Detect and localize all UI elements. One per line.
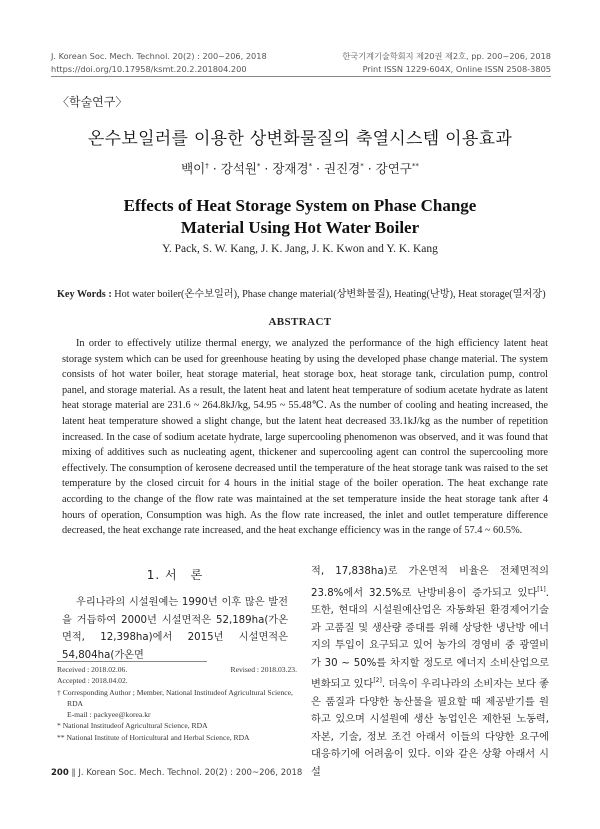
keywords-list: Hot water boiler(온수보일러), Phase change material(상변화물질), Heating(난방), Heat storage(열저장): [114, 289, 546, 300]
author-separator: ·: [208, 161, 221, 176]
author-separator: ·: [260, 161, 273, 176]
korean-authors: [0, 159, 600, 177]
keywords: [57, 285, 546, 300]
journal-citation-korean: 한국기계기술학회지 제20권 제2호, pp. 200~206, 2018: [342, 51, 551, 61]
header-left: [51, 50, 267, 76]
header-right: [342, 50, 551, 76]
korean-title: 온수보일러를 이용한 상변화물질의 축열시스템 이용효과: [87, 129, 513, 149]
intro-text-c: . 더욱이 우리나라의 소비자는 보다 좋은 품질과 다양한 농산물을 필요할 때 제공받기를 원하고 있으며 시설원예 생산 농업인은 제한된 노동력, 자본, 기술, 정보 조건 아래서 이들의 다양한 요구에 대응하기에 어려움이 있다. 이와 같은 상황 아래서 시설: [311, 679, 549, 778]
article-category: 〈학술연구〉: [57, 95, 128, 109]
author-separator: ·: [363, 161, 376, 176]
received-date: Received : 2018.02.06.: [57, 665, 128, 674]
footer-separator: ∥: [68, 768, 79, 778]
footer-journal: J. Korean Soc. Mech. Technol. 20(2) : 200~206, 2018: [78, 768, 303, 778]
doi-link[interactable]: https://doi.org/10.17958/ksmt.20.2.201804.200: [51, 64, 247, 74]
english-title-line-1: Effects of Heat Storage System on Phase Change: [123, 196, 477, 215]
introduction-left-column: 우리나라의 시설원예는 1990년 이후 많은 발전을 거듭하여 2000년 시설면적은 52,189ha(가온면적, 12,398ha)에서 2015년 시설면적은 54,804ha(가온면: [62, 597, 288, 661]
issn-line: Print ISSN 1229-604X, Online ISSN 2508-3805: [362, 64, 551, 74]
affiliation-2: ** National Institute of Horticultural and Herbal Science, RDA: [57, 732, 250, 742]
journal-citation: J. Korean Soc. Mech. Technol. 20(2) : 200~206, 2018: [51, 51, 267, 61]
author-4: 권진경: [324, 161, 361, 176]
author-email[interactable]: E-mail : packyee@korea.kr: [67, 710, 151, 720]
author-4-mark: *: [360, 162, 364, 170]
author-separator: ·: [312, 161, 324, 176]
author-2: 강석원: [220, 161, 257, 176]
english-title: [0, 195, 600, 239]
accepted-date: Accepted : 2018.04.02.: [57, 676, 128, 686]
corresponding-author: † Corresponding Author ; Member, National Institudeof Agricultural Science, RDA: [57, 687, 293, 708]
reference-2[interactable]: [2]: [373, 677, 382, 684]
keywords-label: Key Words :: [57, 289, 112, 300]
footnotes: [57, 664, 297, 743]
author-5-mark: **: [411, 162, 419, 170]
author-2-mark: *: [256, 162, 261, 170]
abstract-body: In order to effectively utilize thermal energy, we analyzed the performance of the high efficiency latent heat storage system which can be used for greenhouse heating by using the developed phase change material. The system consists of hot water boiler, heat storage material, heat storage box, heat storage tank, circulation pump, control panel, and storage material. As a result, the latent heat and latent heat temperature of sodium acetate hydrate as latent heat storage material are 231.6 ~ 264.8kJ/kg, 54.95 ~ 55.48℃. As the number of cooling and heating increased, the latent heat temperature showed a slight change, but the latent heat decreased 33.1kJ/kg as the number of repetition increased. In the case of sodium acetate hydrate, large supercooling phenomenon was observed, and it was found that mixing of additives such as nucleating agent, thickener and supercooling agent can control the supercooling more effectively. The consumption of kerosene decreased until the temperature of the heat storage tank was raised to the set temperature by the closed circuit for 4 hours in the initial stage of the boiler operation. The heat exchange rate according to the change of the flow rate was maintained at the set temperature inside the heat storage tank after 4 hours of operation, Consumption was high. As the flow rate increased, the inlet and outlet temperature difference decreased, the heat exchange rate increased, and the heat exchange efficiency was in the range of 57.4 ~ 60.5%.: [62, 338, 548, 537]
reference-1[interactable]: [1]: [537, 585, 546, 593]
author-3: 장재경: [272, 161, 309, 176]
english-title-line-2: Material Using Hot Water Boiler: [180, 218, 420, 237]
english-authors: Y. Pack, S. W. Kang, J. K. Jang, J. K. Kwon and Y. K. Kang: [162, 243, 438, 255]
intro-text-b: . 또한, 현대의 시설원예산업은 자동화된 환경제어기술과 고품질 및 생산량 증대를 위해 상당한 냉난방 에너지의 투입이 요구되고 있어 농가의 경영비 중 광열비가 30 ~ 50%를 차지할 정도로 에너지 소비산업으로 변화되고 있다: [311, 587, 549, 690]
page-number: 200: [51, 768, 69, 778]
introduction-right-column: [311, 563, 549, 781]
dates-row: [57, 664, 297, 675]
footnote-divider: [57, 661, 207, 662]
abstract-heading: ABSTRACT: [268, 316, 332, 328]
header-divider: [51, 76, 551, 77]
intro-text-a: 적, 17,838ha)로 가온면적 비율은 전체면적의 23.8%에서 32.5%로 난방비용이 증가되고 있다: [311, 566, 549, 599]
revised-date: Revised : 2018.03.23.: [230, 665, 297, 674]
section-heading-introduction: 1. 서 론: [146, 568, 204, 582]
author-1-mark: †: [205, 162, 209, 170]
author-1: 백이: [181, 161, 206, 176]
author-5: 강연구: [375, 161, 412, 176]
page-footer: [51, 768, 302, 778]
author-3-mark: *: [308, 162, 313, 170]
affiliation-1: * National Institudeof Agricultural Science, RDA: [57, 721, 208, 731]
